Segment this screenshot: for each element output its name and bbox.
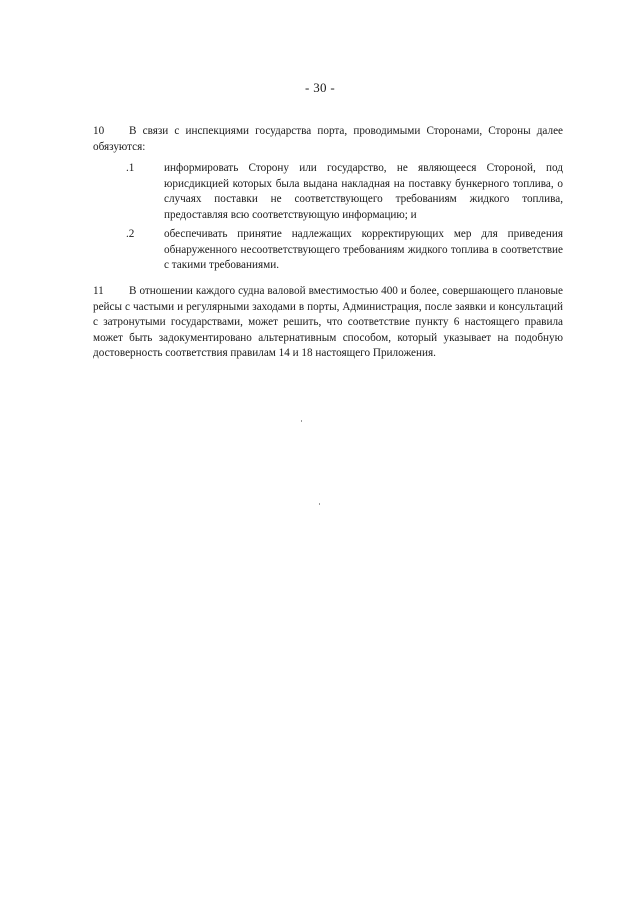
paragraph-11 xyxy=(93,284,563,362)
page-number: - 30 - xyxy=(305,80,335,95)
scan-speck xyxy=(319,503,320,505)
subparagraph-2-number: .2 xyxy=(126,228,135,240)
paragraph-10-number: 10 xyxy=(93,125,105,137)
subparagraph-2 xyxy=(126,227,563,274)
paragraph-11-number: 11 xyxy=(93,285,104,297)
scan-speck xyxy=(301,420,302,422)
subparagraph-2-text: обеспечивать принятие надлежащих корректирующих мер для приведения обнаруженного несоответствующего требованиям жидкого топлива в соответствие с такими требованиями. xyxy=(164,228,563,271)
subparagraph-1-number: .1 xyxy=(126,162,135,174)
paragraph-10-text: В связи с инспекциями государства порта, проводимыми Сторонами, Стороны далее обязуются: xyxy=(93,125,563,153)
paragraph-11-text: В отношении каждого судна валовой вместимостью 400 и более, совершающего плановые рейсы с частыми и регулярными заходами в порты, Администрация, после заявки и консультаций с затронутыми государствами, может решить, что соответствие пункту 6 настоящего правила может быть задокументировано альтернативным способом, который указывает на подобную достоверность соответствия правилам 14 и 18 настоящего Приложения. xyxy=(93,285,563,359)
subparagraph-1-text: информировать Сторону или государство, не являющееся Стороной, под юрисдикцией которых была выдана накладная на поставку бункерного топлива, о случаях поставки не соответствующего требованиям жидкого топлива, предоставляя всю соответствующую информацию; и xyxy=(164,162,563,221)
paragraph-10 xyxy=(93,124,563,155)
subparagraph-1 xyxy=(126,161,563,223)
